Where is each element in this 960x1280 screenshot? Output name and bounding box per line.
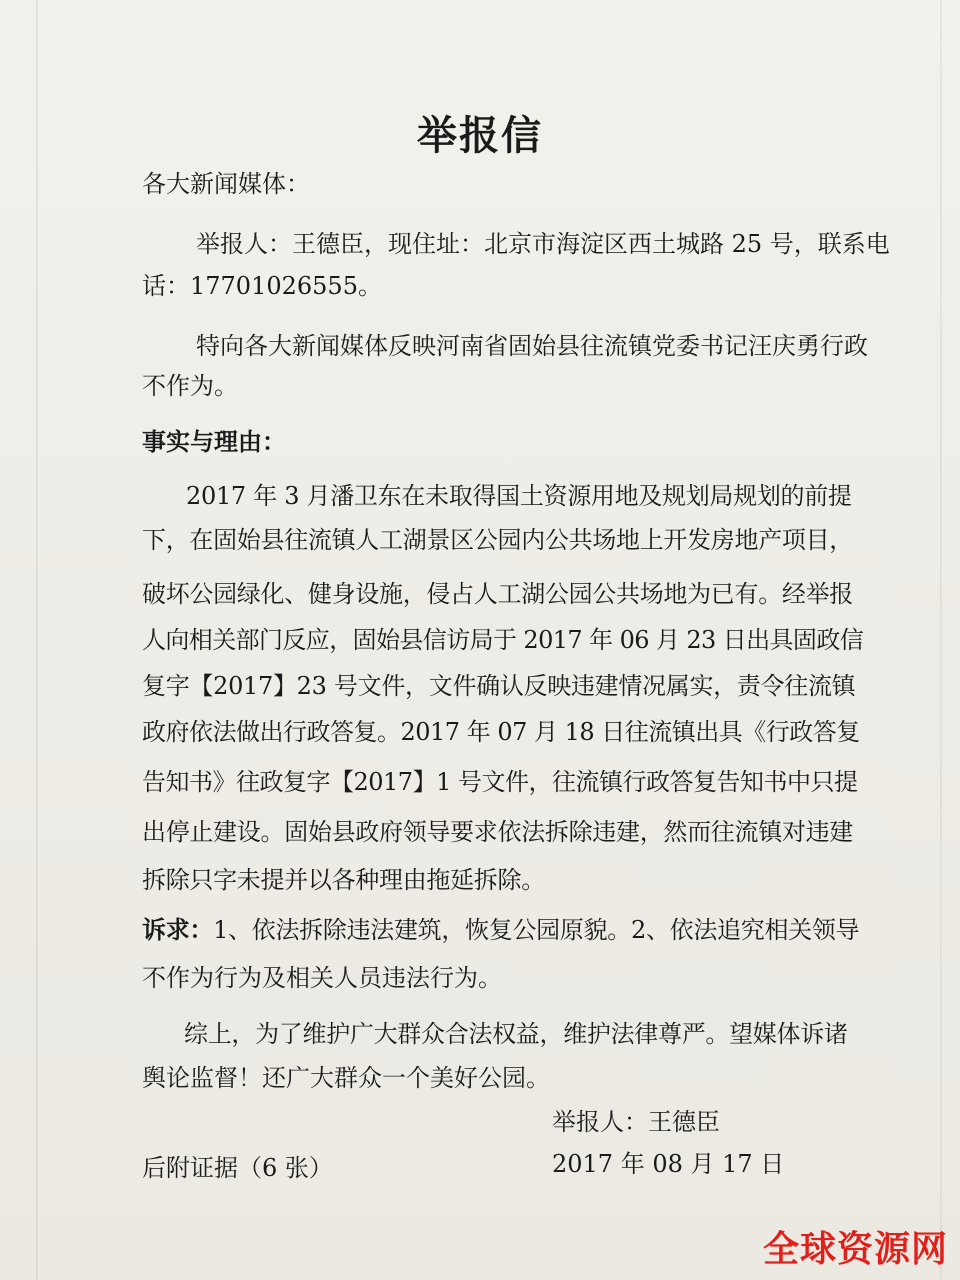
conclusion-line-1: 综上，为了维护广大群众合法权益，维护法律尊严。望媒体诉诸: [184, 1020, 848, 1048]
demand-line-2: 不作为行为及相关人员违法行为。: [142, 964, 502, 992]
facts-line-7: 告知书》往政复字【2017】1 号文件，往流镇行政答复告知书中只提: [142, 768, 858, 796]
facts-heading: 事实与理由：: [142, 427, 286, 456]
facts-line-4: 人向相关部门反应，固始县信访局于 2017 年 06 月 23 日出具固政信: [142, 626, 864, 654]
attachment-note: 后附证据（6 张）: [142, 1154, 333, 1182]
conclusion-line-2: 舆论监督！还广大群众一个美好公园。: [142, 1064, 550, 1092]
salutation: 各大新闻媒体：: [142, 170, 310, 198]
reporter-line-1: 举报人：王德臣，现住址：北京市海淀区西土城路 25 号，联系电: [196, 230, 890, 258]
facts-line-2: 下，在固始县往流镇人工湖景区公园内公共场地上开发房地产项目，: [142, 526, 853, 554]
letter-title: 举报信: [417, 112, 543, 159]
paper-fold-right: [940, 0, 942, 1280]
facts-line-6: 政府依法做出行政答复。2017 年 07 月 18 日往流镇出具《行政答复: [142, 718, 860, 746]
demand-text: 1、依法拆除违法建筑，恢复公园原貌。2、依法追究相关领导: [213, 916, 860, 944]
watermark-logo: 全球资源网: [762, 1229, 948, 1270]
purpose-line-2: 不作为。: [142, 372, 238, 400]
facts-line-8: 出停止建设。固始县政府领导要求依法拆除违建，然而往流镇对违建: [142, 818, 853, 846]
paper-fold-left: [36, 0, 38, 1280]
facts-line-3: 破坏公园绿化、健身设施，侵占人工湖公园公共场地为已有。经举报: [142, 580, 853, 608]
demand-label: 诉求：: [142, 915, 214, 944]
facts-line-1: 2017 年 3 月潘卫东在未取得国土资源用地及规划局规划的前提: [186, 482, 852, 510]
facts-line-9: 拆除只字未提并以各种理由拖延拆除。: [142, 866, 545, 894]
demand-line-1: [142, 914, 859, 946]
purpose-line-1: 特向各大新闻媒体反映河南省固始县往流镇党委书记汪庆勇行政: [196, 332, 868, 360]
facts-line-5: 复字【2017】23 号文件，文件确认反映违建情况属实，责令往流镇: [142, 672, 856, 700]
letter-date: 2017 年 08 月 17 日: [552, 1150, 785, 1178]
reporter-line-2: 话：17701026555。: [142, 272, 382, 300]
signature: 举报人：王德臣: [552, 1108, 720, 1136]
